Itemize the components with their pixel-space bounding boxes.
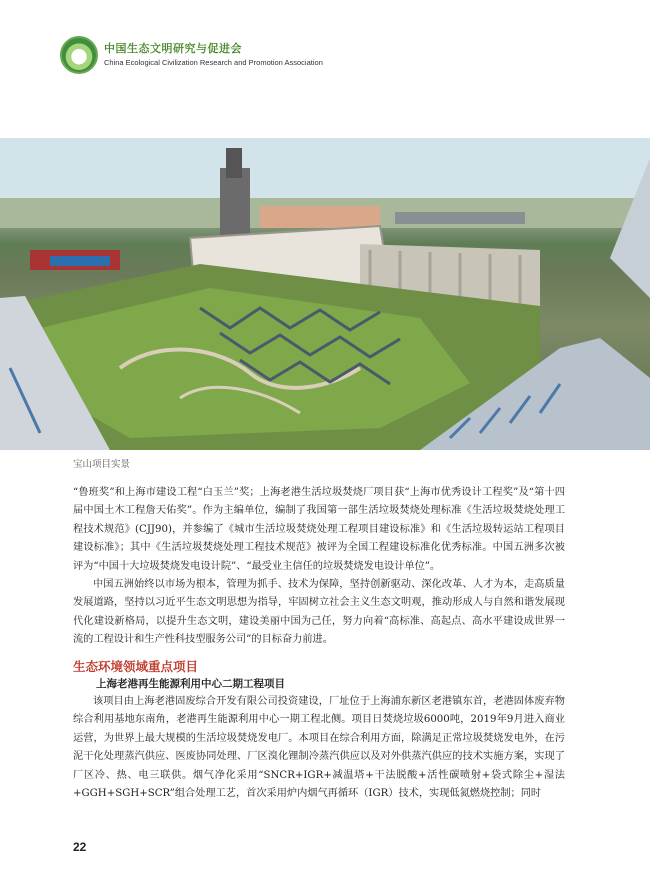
org-name-cn: 中国生态文明研究与促进会 [104,42,242,55]
section-heading: 生态环境领域重点项目 [73,659,199,674]
body-paragraph: “鲁班奖”和上海市建设工程“白玉兰”奖；上海老港生活垃圾焚烧厂项目获“上海市优秀设计工程奖”及“第十四届中国土木工程詹天佑奖”。作为主编单位，编制了我国第一部生活垃圾焚烧处理标准《生活垃圾焚烧处理工程技术规范》(CJJ90)，并参编了《城市生活垃圾焚烧处理工程项目建设标准》和《生活垃圾转运站工程项目建设标准》；其中《生活垃圾焚烧处理工程技术规范》被评为全国工程建设标准化优秀标准。中国五洲多次被评为“中国十大垃圾焚烧发电设计院”、“最受业主信任的垃圾焚烧发电设计单位”。 [73,487,565,572]
aerial-plant-illustration [0,138,650,450]
body-paragraph: 中国五洲始终以市场为根本，管理为抓手、技术为保障，坚持创新驱动、深化改革、人才为本，走高质量发展道路，坚持以习近平生态文明思想为指导，牢固树立社会主义生态文明观，推动形成人与自然和谐发展现代化建设新格局，以提升生态文明，建设美丽中国为己任，努力向着“高标准、高起点、高水平建设成世界一流的工程设计和生产性科技型服务公司”的目标奋力前进。 [73,579,565,646]
page-number: 22 [73,840,87,854]
photo-caption: 宝山项目实景 [73,459,131,470]
project-photo [0,138,650,450]
org-name-en: China Ecological Civilization Research and Promotion Association [104,58,323,67]
body-paragraph: 该项目由上海老港固废综合开发有限公司投资建设，厂址位于上海浦东新区老港镇东首，老港固体废弃物综合利用基地东南角，老港再生能源利用中心一期工程北侧。项目日焚烧垃圾6000吨，2019年9月进入商业运营，为世界上最大规模的生活垃圾焚烧发电厂。本项目在综合利用方面，除满足正常垃圾焚烧发电外，在污泥干化处理蒸汽供应、医废协同处理、厂区溴化锂制冷蒸汽供应以及对外供蒸汽供应的技术实施方案，实现了厂区冷、热、电三联供。烟气净化采用“SNCR+IGR+减温塔+干法脱酸+活性碳喷射+袋式除尘+湿法+GGH+SGH+SCR”组合处理工艺，首次采用炉内烟气再循环（IGR）技术，实现低氮燃烧控制；同时 [73,696,565,800]
association-logo [60,36,98,74]
project-subheading: 上海老港再生能源利用中心二期工程项目 [96,678,285,690]
